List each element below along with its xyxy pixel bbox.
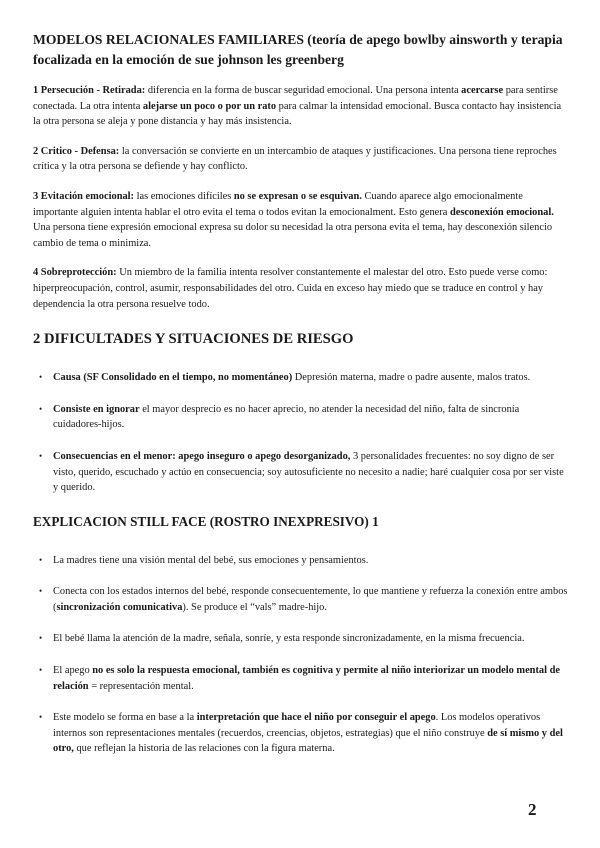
- item-text: El apego: [53, 665, 93, 677]
- paragraph-text: Un miembro de la familia intenta resolver constantemente el malestar del otro. Esto puede verse como: hiperpreocupación, control, asumir, responsabilidades del otro. Cuida en exceso hay miedo que se traduce en control y hay dependencia la otra persona resuelve todo.: [33, 267, 548, 310]
- item-text: Conecta con los estados internos del bebé, responde consecuentemente, lo que mantiene y refuerza la conexión entre ambos (: [53, 586, 568, 613]
- list-item: [33, 449, 569, 496]
- bold-text: de sí mismo y del otro,: [53, 727, 563, 755]
- bold-text: desconexión emocional.: [449, 206, 554, 218]
- bullet-icon: •: [39, 450, 43, 461]
- list-item: [33, 402, 569, 433]
- list-still-face: [33, 553, 569, 757]
- page-content: [33, 30, 569, 773]
- paragraph-evitacion-emocional: [33, 189, 569, 251]
- item-text: ). Se produce el “vals” madre-hijo.: [182, 601, 327, 613]
- paragraph-text: la conversación se convierte en un intercambio de ataques y justificaciones. Una persona tiene reproches crítica y la otra persona se defiende y hay conflicto.: [33, 145, 557, 173]
- section-heading-still-face: EXPLICACION STILL FACE (ROSTRO INEXPRESIVO) 1: [33, 513, 379, 529]
- item-text: que reflejan la historia de las relaciones con la figura materna.: [73, 743, 335, 755]
- bold-text: acercarse: [461, 85, 504, 96]
- bullet-icon: •: [39, 712, 43, 723]
- bold-text: sincronización comunicativa: [56, 601, 183, 613]
- list-item: [33, 631, 569, 647]
- paragraph-text: para calmar la intensidad emocional. Busca contacto hay insistencia la otra persona se aleja y pone distancia y hay más insistencia.: [33, 100, 562, 128]
- bold-text: Consiste en ignorar: [53, 403, 140, 415]
- list-item: [33, 370, 569, 386]
- bullet-icon: •: [39, 665, 43, 676]
- item-text: Depresión materna, madre o padre ausente, malos tratos.: [292, 372, 531, 384]
- bullet-icon: •: [39, 633, 43, 644]
- item-text: El bebé llama la atención de la madre, señala, sonríe, y esta responde sincronizadamente, en la misma frecuencia.: [53, 633, 525, 645]
- paragraph-text: las emociones difíciles: [134, 190, 234, 202]
- bold-text: Consecuencias en el menor: apego inseguro o apego desorganizado,: [53, 450, 351, 462]
- page-number: 2: [528, 800, 537, 819]
- list-item: [33, 553, 569, 569]
- paragraph-persecucion-retirada: [33, 83, 569, 130]
- item-text: = representación mental.: [88, 680, 194, 692]
- bold-text: no se expresan o se esquivan.: [233, 190, 362, 202]
- item-text: Este modelo se forma en base a la: [53, 712, 197, 724]
- bold-text: Causa (SF Consolidado en el tiempo, no momentáneo): [53, 372, 293, 384]
- bullet-icon: •: [39, 554, 43, 565]
- paragraph-lead: 1 Persecución - Retirada:: [33, 85, 146, 96]
- bold-text: interpretación que hace el niño por conseguir el apego: [196, 712, 436, 724]
- list-item: [33, 584, 569, 615]
- paragraph-text: diferencia en la forma de buscar seguridad emocional. Una persona intenta: [145, 85, 462, 96]
- paragraph-lead: 4 Sobreprotección:: [33, 267, 117, 279]
- bold-text: alejarse un poco o por un rato: [142, 100, 277, 112]
- paragraph-text: Una persona tiene expresión emocional expresa su dolor su necesidad la otra persona evita el tema, hay desconexión silencio cambio de tema o minimiza.: [33, 222, 553, 249]
- list-item: [33, 710, 569, 757]
- bullet-icon: •: [39, 403, 43, 414]
- bullet-icon: •: [39, 372, 43, 383]
- item-text: el mayor desprecio es no hacer aprecio, no atender la necesidad del niño, falta de sincronía cuidadores-hijos.: [53, 403, 520, 431]
- paragraph-critico-defensa: [33, 144, 569, 175]
- bullet-icon: •: [39, 586, 43, 597]
- paragraph-text: Cuando aparece algo emocionalmente importante alguien intenta hablar el otro evita el tema o todos evitan la emocionalment. Esto genera: [33, 190, 523, 218]
- list-dificultades: [33, 370, 569, 496]
- list-item: [33, 663, 569, 694]
- paragraph-lead: 3 Evitación emocional:: [33, 190, 135, 202]
- item-text: La madres tiene una visión mental del bebé, sus emociones y pensamientos.: [53, 554, 369, 566]
- document-title: MODELOS RELACIONALES FAMILIARES (teoría de apego bowlby ainsworth y terapia focalizada en la emoción de sue johnson les greenberg: [33, 32, 563, 67]
- paragraph-lead: 2 Critico - Defensa:: [33, 145, 120, 157]
- paragraph-sobreproteccion: [33, 265, 569, 312]
- item-text: . Los modelos operativos internos son representaciones mentales (recuerdos, creencias, objetos, estrategias) que el niño construye: [53, 712, 541, 739]
- item-text: 3 personalidades frecuentes: no soy digno de ser visto, querido, escuchado y actúo en consecuencia; soy autosuficiente no necesito a nadie; haré cualquier cosa por ser viste y querido.: [53, 450, 564, 494]
- paragraph-text: para sentirse conectada. La otra intenta: [33, 85, 558, 112]
- section-heading-dificultades: 2 DIFICULTADES Y SITUACIONES DE RIESGO: [33, 331, 354, 348]
- bold-text: no es solo la respuesta emocional, también es cognitiva y permite al niño interiorizar un modelo mental de relación: [53, 665, 560, 692]
